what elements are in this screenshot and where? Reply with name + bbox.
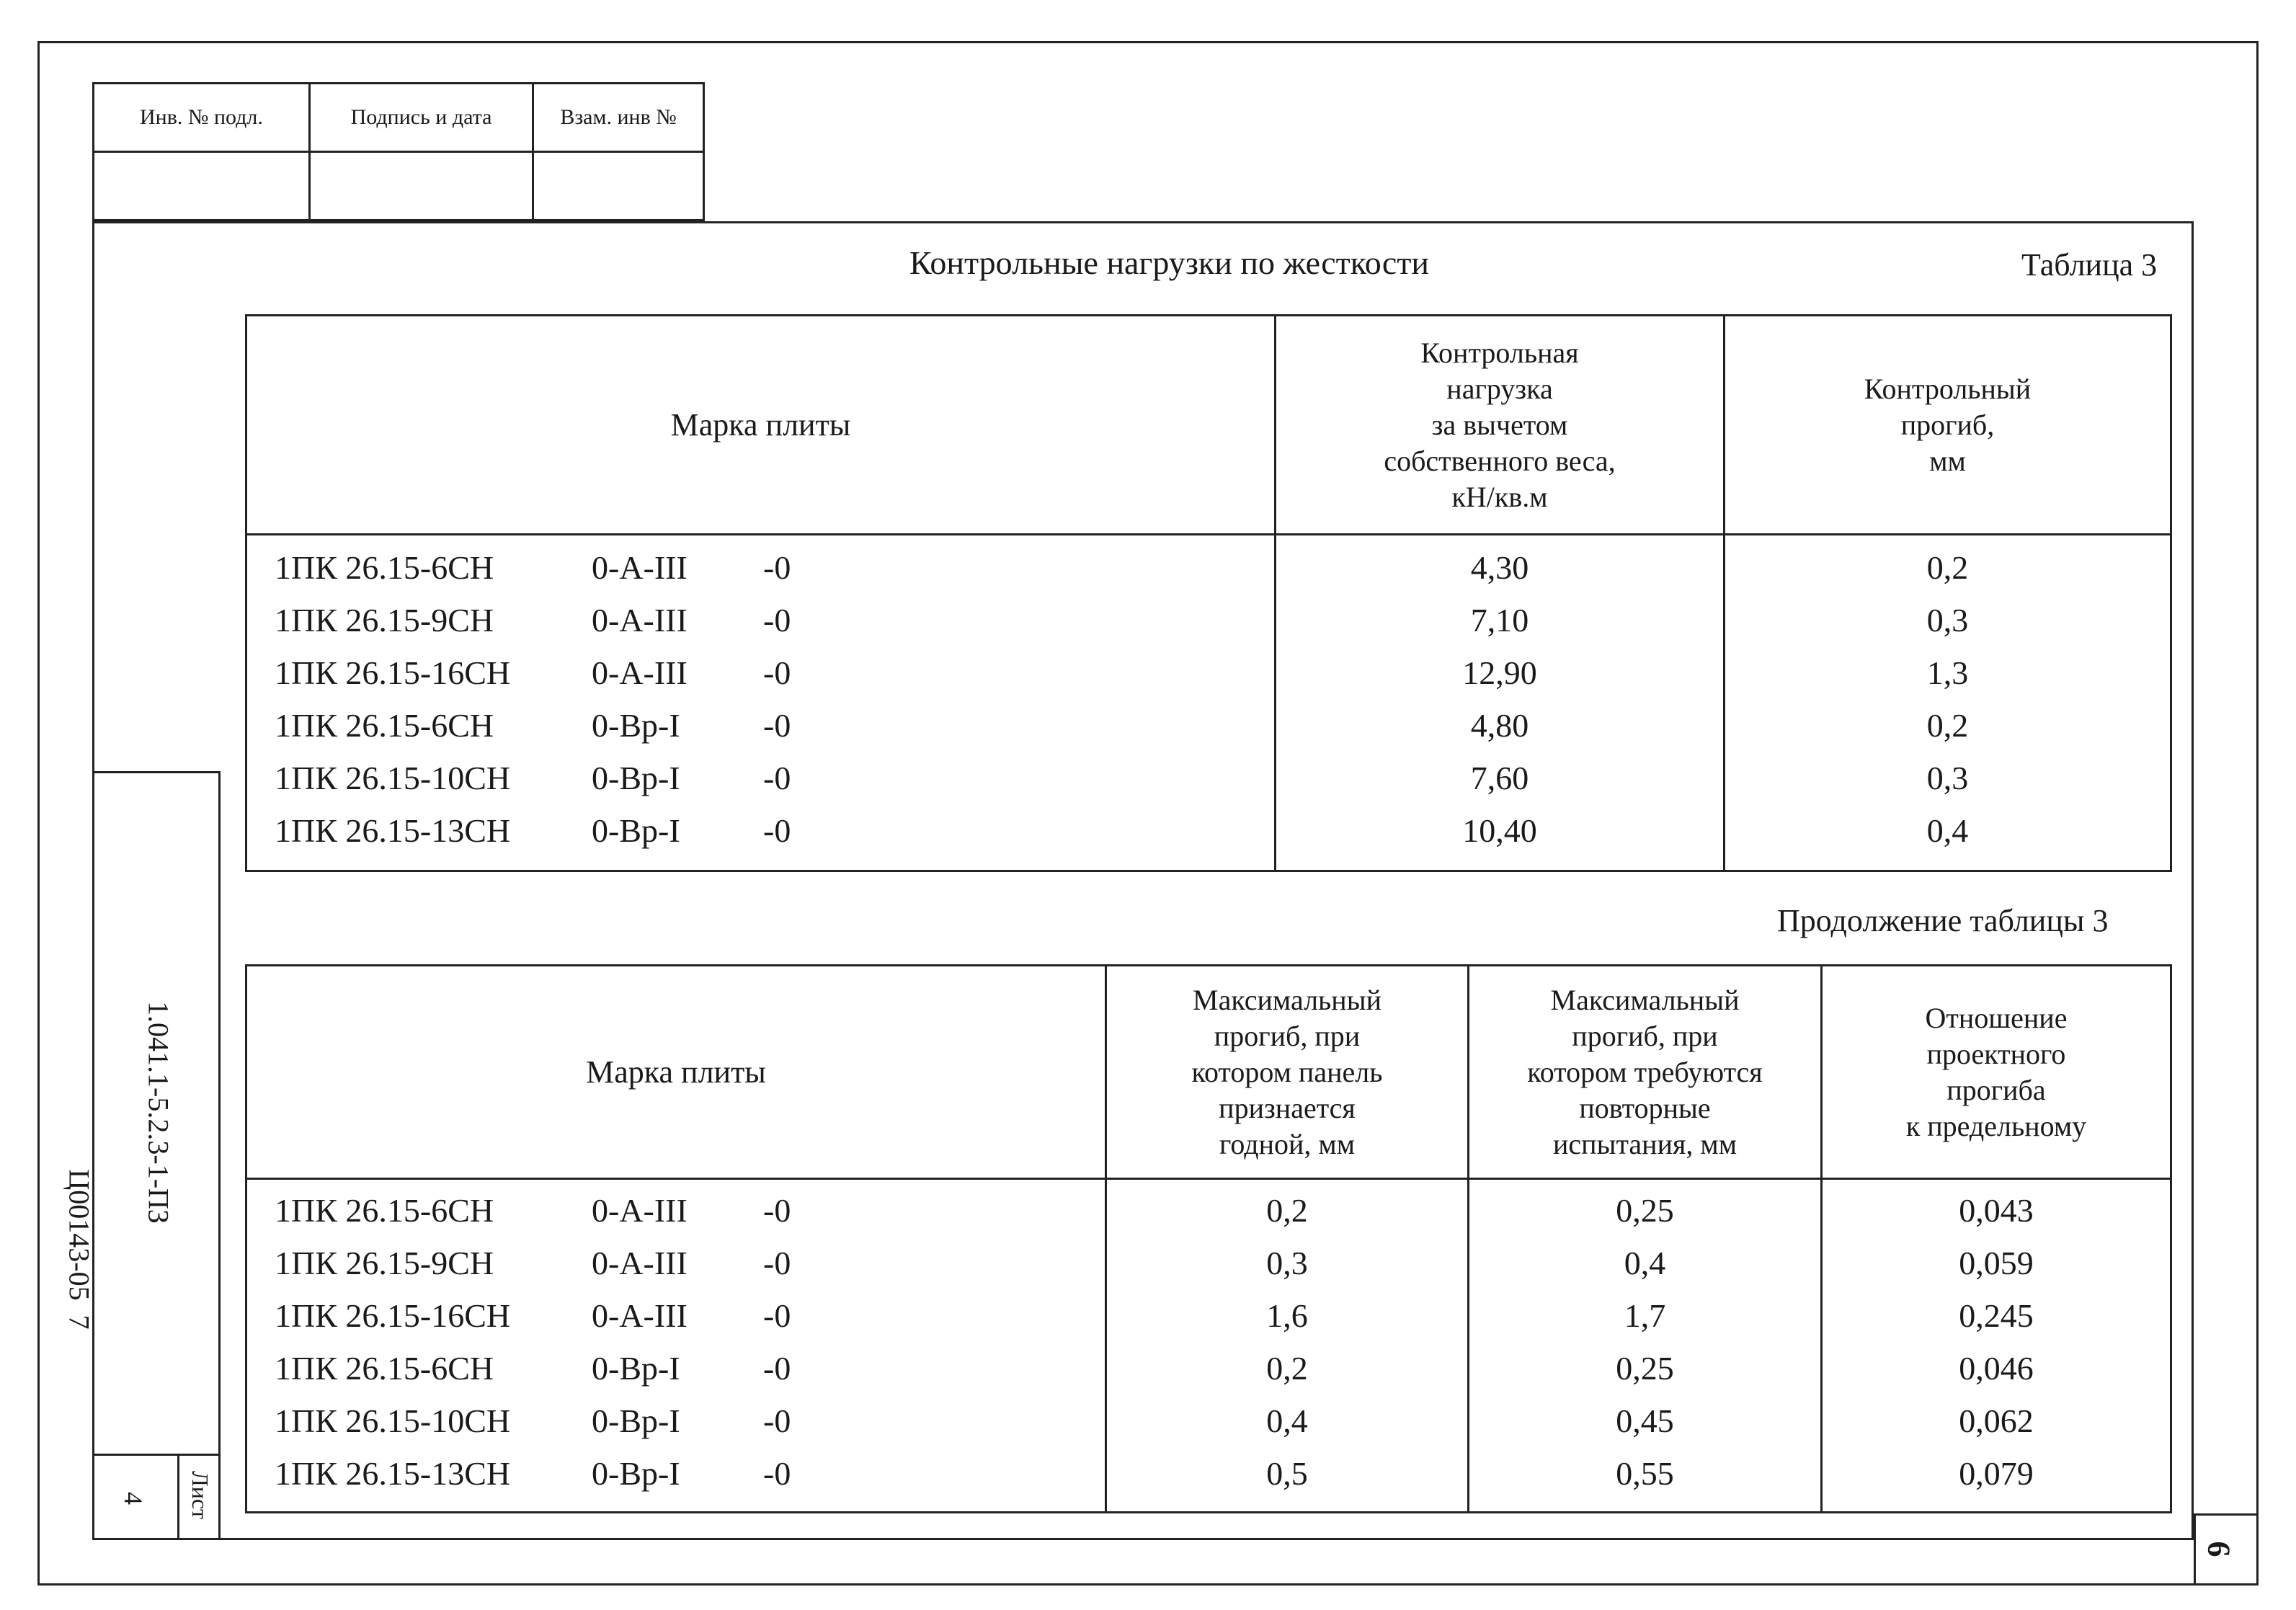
mark-suffix: -0 — [763, 1455, 791, 1492]
table1-header-load-line: Контрольная — [1420, 336, 1579, 369]
steel-class: 0-Вр-I — [592, 1350, 680, 1387]
table1-header-deflection — [1725, 316, 2171, 535]
table2-header-line: к предельному — [1905, 1109, 2087, 1142]
approval-stamp — [92, 82, 705, 221]
table2-header-mark: Марка плиты — [246, 966, 1106, 1179]
table2-max-retest-column — [1469, 1179, 1822, 1513]
mark-suffix: -0 — [763, 1402, 791, 1439]
load-value: 12,90 — [1462, 654, 1537, 691]
archive-code-text: Ц00143-05 — [63, 1169, 96, 1301]
max-ok-value: 0,4 — [1266, 1402, 1308, 1439]
table1-header-load-line: нагрузка — [1446, 372, 1553, 405]
table1-header-deflection-line: прогиб, — [1900, 408, 1995, 441]
stamp-vzam-inv: Взам. инв № — [533, 84, 704, 152]
mark-suffix: -0 — [763, 812, 791, 849]
deflection-value: 0,3 — [1926, 602, 1969, 639]
table1-header-deflection-line: мм — [1929, 444, 1966, 477]
plate-mark: 1ПК 26.15-6СН — [275, 707, 494, 744]
table-row — [247, 1395, 1105, 1447]
table2-header-line: котором требуются — [1527, 1055, 1763, 1088]
mark-suffix: -0 — [763, 1245, 791, 1281]
stamp-signature-value — [309, 152, 533, 221]
table-row — [247, 1289, 1105, 1342]
mark-suffix: -0 — [763, 654, 791, 691]
sheet-label: Лист — [187, 1470, 214, 1520]
table1-deflection-column — [1725, 535, 2171, 871]
max-retest-value: 0,25 — [1616, 1350, 1674, 1387]
ratio-value: 0,046 — [1959, 1350, 2034, 1387]
steel-class: 0-А-III — [592, 1245, 688, 1281]
plate-mark: 1ПК 26.15-6СН — [275, 549, 494, 586]
ratio-value: 0,059 — [1959, 1245, 2034, 1281]
table1-load-column — [1276, 535, 1725, 871]
plate-mark: 1ПК 26.15-10СН — [275, 760, 511, 796]
max-ok-value: 1,6 — [1266, 1297, 1308, 1334]
max-ok-value: 0,5 — [1266, 1455, 1308, 1492]
table1-title: Контрольные нагрузки по жесткости — [909, 244, 1430, 281]
archive-number: 7 — [63, 1315, 96, 1330]
table2-header-line: повторные — [1579, 1091, 1711, 1124]
plate-mark: 1ПК 26.15-16СН — [275, 654, 511, 691]
mark-suffix: -0 — [763, 1192, 791, 1229]
ratio-value: 0,043 — [1959, 1192, 2034, 1229]
mark-suffix: -0 — [763, 760, 791, 796]
table-row — [247, 804, 1274, 857]
table2-header-line: признается — [1219, 1091, 1356, 1124]
table2-header-line: Отношение — [1925, 1001, 2068, 1034]
steel-class: 0-А-III — [592, 1192, 688, 1229]
table2-header-line: прогиба — [1946, 1073, 2046, 1106]
plate-mark: 1ПК 26.15-10СН — [275, 1402, 511, 1439]
table1-header-load-line: за вычетом — [1431, 408, 1568, 441]
steel-class: 0-Вр-I — [592, 1455, 680, 1492]
table2-header-line: проектного — [1926, 1037, 2066, 1070]
table1-header-load-line: кН/кв.м — [1451, 480, 1548, 513]
plate-mark: 1ПК 26.15-13СН — [275, 1455, 511, 1492]
table-row — [247, 1184, 1105, 1237]
load-value: 4,30 — [1470, 549, 1529, 586]
max-retest-value: 0,4 — [1624, 1245, 1666, 1281]
table2-header-max-retest — [1469, 966, 1822, 1179]
steel-class: 0-Вр-I — [592, 812, 680, 849]
table2-header-line: Максимальный — [1193, 983, 1381, 1016]
table1-header-load-line: собственного веса, — [1384, 444, 1616, 477]
deflection-value: 0,4 — [1926, 812, 1969, 849]
table-row — [247, 646, 1274, 699]
table2-max-ok-column — [1106, 1179, 1469, 1513]
plate-mark: 1ПК 26.15-9СН — [275, 1245, 494, 1281]
load-value: 10,40 — [1462, 812, 1537, 849]
deflection-value: 0,2 — [1926, 707, 1969, 744]
ratio-value: 0,062 — [1959, 1402, 2034, 1439]
mark-suffix: -0 — [763, 707, 791, 744]
steel-class: 0-Вр-I — [592, 1402, 680, 1439]
max-retest-value: 0,45 — [1616, 1402, 1674, 1439]
load-value: 4,80 — [1470, 707, 1529, 744]
max-ok-value: 0,3 — [1266, 1245, 1308, 1281]
steel-class: 0-Вр-I — [592, 707, 680, 744]
table-row — [247, 699, 1274, 752]
max-retest-value: 0,25 — [1616, 1192, 1674, 1229]
max-ok-value: 0,2 — [1266, 1350, 1308, 1387]
table2-header-line: прогиб, при — [1214, 1019, 1361, 1052]
stamp-inv-podl-value — [94, 152, 310, 221]
table2 — [245, 964, 2172, 1513]
plate-mark: 1ПК 26.15-6СН — [275, 1192, 494, 1229]
table2-header-ratio — [1822, 966, 2171, 1179]
ratio-value: 0,245 — [1959, 1297, 2034, 1334]
steel-class: 0-А-III — [592, 549, 688, 586]
deflection-value: 1,3 — [1926, 654, 1969, 691]
plate-mark: 1ПК 26.15-16СН — [275, 1297, 511, 1334]
table2-header-line: котором панель — [1191, 1055, 1383, 1088]
mark-suffix: -0 — [763, 549, 791, 586]
deflection-value: 0,3 — [1926, 760, 1969, 796]
stamp-inv-podl: Инв. № подл. — [94, 84, 310, 152]
table-row — [247, 594, 1274, 646]
max-retest-value: 1,7 — [1624, 1297, 1666, 1334]
table1-header-mark: Марка плиты — [246, 316, 1276, 535]
load-value: 7,10 — [1470, 602, 1529, 639]
max-retest-value: 0,55 — [1616, 1455, 1674, 1492]
deflection-value: 0,2 — [1926, 549, 1969, 586]
plate-mark: 1ПК 26.15-13СН — [275, 812, 511, 849]
max-ok-value: 0,2 — [1266, 1192, 1308, 1229]
steel-class: 0-А-III — [592, 654, 688, 691]
table2-header-line: Максимальный — [1550, 983, 1740, 1016]
stamp-signature-date: Подпись и дата — [309, 84, 533, 152]
page-number: 6 — [2201, 1541, 2237, 1557]
sheet-number: 4 — [119, 1492, 148, 1505]
load-value: 7,60 — [1470, 760, 1529, 796]
table1-mark-column — [246, 535, 1276, 871]
table-row — [247, 1237, 1105, 1289]
stamp-vzam-value — [533, 152, 704, 221]
table2-label: Продолжение таблицы 3 — [1777, 903, 2109, 938]
plate-mark: 1ПК 26.15-6СН — [275, 1350, 494, 1387]
table-row — [247, 541, 1274, 594]
table2-mark-column — [246, 1179, 1106, 1513]
plate-mark: 1ПК 26.15-9СН — [275, 602, 494, 639]
table2-header-line: годной, мм — [1219, 1127, 1356, 1160]
table1-header-load — [1276, 316, 1725, 535]
table-row — [247, 752, 1274, 804]
mark-suffix: -0 — [763, 1297, 791, 1334]
table-row — [247, 1447, 1105, 1500]
mark-suffix: -0 — [763, 602, 791, 639]
table2-header-line: прогиб, при — [1572, 1019, 1718, 1052]
archive-code — [63, 1134, 97, 1365]
steel-class: 0-А-III — [592, 602, 688, 639]
table-row — [247, 1342, 1105, 1395]
steel-class: 0-Вр-I — [592, 760, 680, 796]
table1-label: Таблица 3 — [2021, 247, 2158, 283]
table2-ratio-column — [1822, 1179, 2171, 1513]
table1 — [245, 314, 2172, 872]
steel-class: 0-А-III — [592, 1297, 688, 1334]
table2-header-line: испытания, мм — [1553, 1127, 1737, 1160]
table2-header-max-ok — [1106, 966, 1469, 1179]
mark-suffix: -0 — [763, 1350, 791, 1387]
doc-code: 1.041.1-5.2.3-1-ПЗ — [142, 1001, 175, 1224]
table1-header-deflection-line: Контрольный — [1864, 372, 2032, 405]
ratio-value: 0,079 — [1959, 1455, 2034, 1492]
